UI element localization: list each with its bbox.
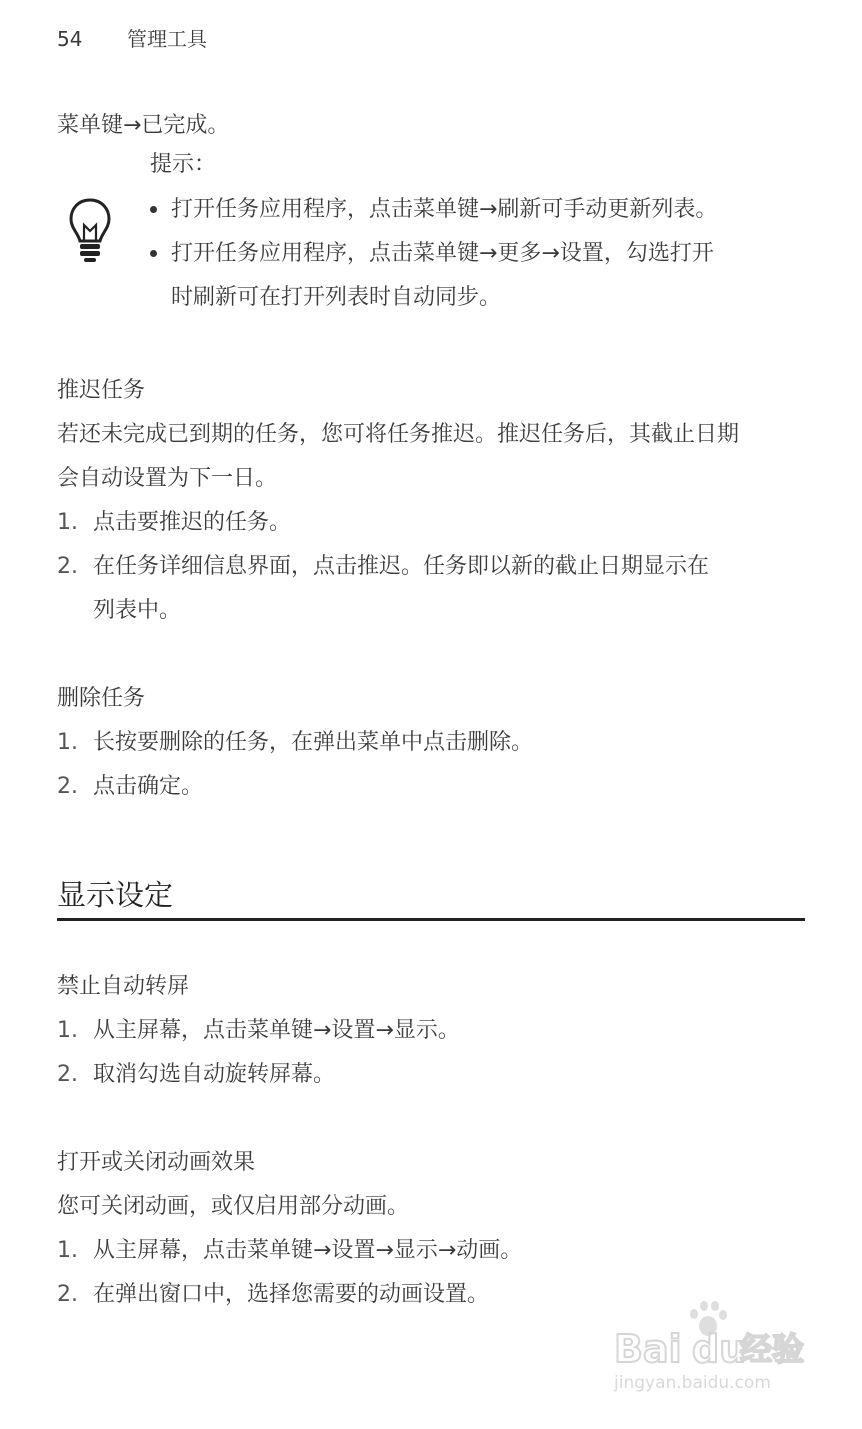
tip-bullet-2-cont: 时刷新可在打开列表时自动同步。 bbox=[171, 285, 502, 310]
step-number: 1. bbox=[57, 1018, 78, 1043]
tip-bullet-2: 打开任务应用程序，点击菜单键→更多→设置，勾选打开 bbox=[171, 241, 714, 266]
step-text: 长按要删除的任务，在弹出菜单中点击删除。 bbox=[93, 730, 534, 755]
step-text: 在弹出窗口中，选择您需要的动画设置。 bbox=[93, 1282, 490, 1307]
chapter-heading: 显示设定 bbox=[57, 878, 174, 912]
section-title: 管理工具 bbox=[127, 27, 207, 51]
step-text-cont: 列表中。 bbox=[93, 598, 182, 623]
step-text: 点击要推迟的任务。 bbox=[93, 510, 292, 535]
page-number: 54 bbox=[57, 27, 83, 51]
intro-line: 菜单键→已完成。 bbox=[57, 113, 230, 138]
step-number: 2. bbox=[57, 1062, 78, 1087]
step-number: 2. bbox=[57, 774, 78, 799]
section-title-animation: 打开或关闭动画效果 bbox=[57, 1150, 256, 1175]
tip-bullet-1: 打开任务应用程序，点击菜单键→刷新可手动更新列表。 bbox=[171, 197, 718, 222]
bullet-dot bbox=[150, 250, 157, 257]
watermark-url: jingyan.baidu.com bbox=[614, 1373, 771, 1393]
section-title-postpone: 推迟任务 bbox=[57, 378, 146, 403]
baidu-watermark bbox=[612, 1296, 812, 1396]
step-number: 1. bbox=[57, 510, 78, 535]
postpone-desc-1: 若还未完成已到期的任务，您可将任务推迟。推迟任务后，其截止日期 bbox=[57, 422, 740, 447]
bullet-dot bbox=[150, 206, 157, 213]
postpone-desc-2: 会自动设置为下一日。 bbox=[57, 466, 278, 491]
step-text: 从主屏幕，点击菜单键→设置→显示。 bbox=[93, 1018, 460, 1043]
step-number: 2. bbox=[57, 1282, 78, 1307]
tip-title: 提示： bbox=[150, 152, 217, 177]
section-title-autorotate: 禁止自动转屏 bbox=[57, 974, 190, 999]
section-title-delete: 删除任务 bbox=[57, 686, 146, 711]
step-text: 取消勾选自动旋转屏幕。 bbox=[93, 1062, 336, 1087]
lightbulb-icon bbox=[68, 197, 112, 263]
step-number: 1. bbox=[57, 1238, 78, 1263]
watermark-brand-cn: 经验 bbox=[740, 1330, 805, 1368]
watermark-brand-a: Bai bbox=[614, 1327, 682, 1371]
step-number: 1. bbox=[57, 730, 78, 755]
animation-desc: 您可关闭动画，或仅启用部分动画。 bbox=[57, 1194, 410, 1219]
step-text: 在任务详细信息界面，点击推迟。任务即以新的截止日期显示在 bbox=[93, 554, 710, 579]
step-text: 从主屏幕，点击菜单键→设置→显示→动画。 bbox=[93, 1238, 523, 1263]
heading-rule bbox=[57, 918, 805, 921]
step-number: 2. bbox=[57, 554, 78, 579]
watermark-brand-b: du bbox=[692, 1327, 747, 1371]
step-text: 点击确定。 bbox=[93, 774, 204, 799]
